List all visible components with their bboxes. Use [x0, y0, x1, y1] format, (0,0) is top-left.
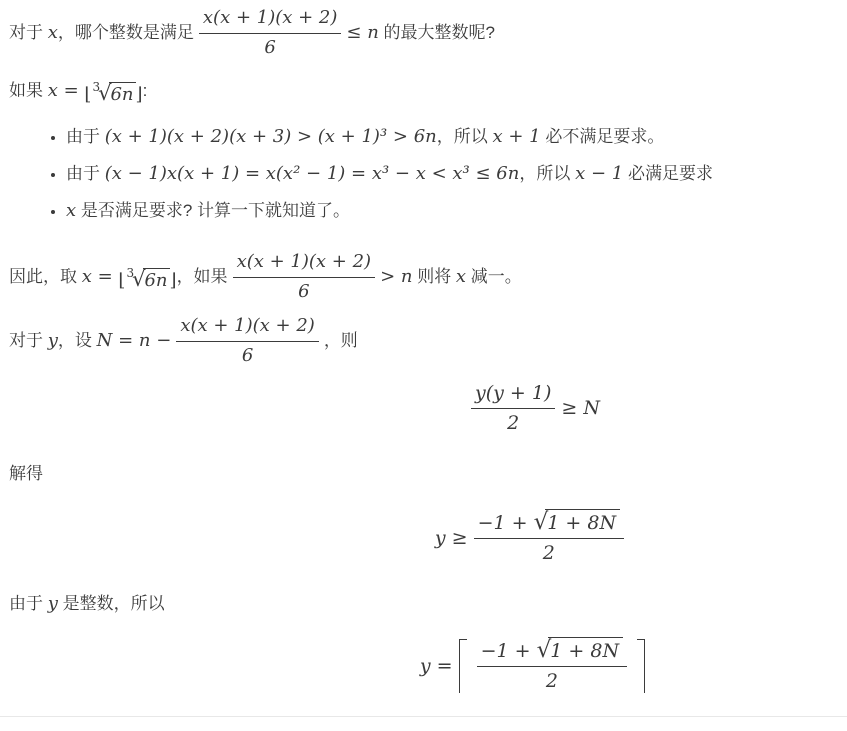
- paragraph-solve: [9, 462, 847, 486]
- math-minus-one-plus: −1 +: [477, 512, 534, 534]
- math-inequality: (x + 1)(x + 2)(x + 3) > (x + 1)³ > 6n: [104, 126, 437, 147]
- math-var-y: y: [47, 330, 58, 351]
- paragraph-define-N: [9, 314, 847, 368]
- math-var-x: x: [455, 266, 467, 287]
- floor-cube-root-6n: [118, 261, 176, 293]
- fraction-denominator: 2: [545, 670, 558, 692]
- floor-left-bracket: ⌊: [84, 84, 92, 105]
- math-x-equals: x =: [47, 80, 85, 101]
- floor-left-bracket: ⌊: [118, 270, 126, 291]
- radicand: 6n: [144, 270, 168, 291]
- radical-sign: √: [98, 81, 112, 105]
- math-x-plus-1: x + 1: [492, 126, 541, 147]
- math-relation-N: ≥ N: [561, 397, 600, 419]
- floor-right-bracket: ⌋: [135, 84, 143, 105]
- paragraph-y-integer: [9, 592, 847, 616]
- display-equation-y-ceiling: [9, 639, 847, 693]
- ceiling-group: [459, 639, 645, 693]
- text: 的最大整数呢?: [378, 23, 495, 42]
- ceiling-left-bracket: [459, 639, 467, 693]
- math-x-minus-1: x − 1: [575, 163, 624, 184]
- paragraph-question-x: [9, 6, 847, 60]
- radicand: 6n: [110, 84, 134, 105]
- text: 是否满足要求? 计算一下就知道了。: [76, 201, 351, 220]
- bullet-1-content: [66, 125, 664, 149]
- text: 对于: [9, 331, 48, 350]
- fraction-numerator: [474, 511, 624, 539]
- paragraph-therefore: [9, 250, 847, 304]
- display-equation-y-geq: [9, 511, 847, 565]
- fraction-x-cubic-over-6: [233, 250, 376, 304]
- math-inequality: (x − 1)x(x + 1) = x(x² − 1) = x³ − x < x³ ≤ 6n: [104, 163, 520, 184]
- text: • 由于: [66, 164, 105, 183]
- text: ，则: [323, 331, 358, 350]
- fraction-denominator: 2: [507, 412, 520, 434]
- math-lhs: y ≥: [434, 527, 468, 549]
- radicand: 1 + 8N: [548, 637, 623, 662]
- ceiling-right-bracket: [637, 639, 645, 693]
- fraction-denominator: 6: [241, 345, 254, 366]
- list-item: [66, 199, 847, 223]
- text: 因此，取: [9, 267, 82, 286]
- fraction-quadratic-solution: [477, 639, 627, 693]
- text: 必不满足要求。: [540, 127, 665, 146]
- text: • 由于: [66, 127, 105, 146]
- fraction-y-over-2: [471, 381, 555, 435]
- radical-sign: √: [533, 509, 549, 535]
- math-x-equals: x =: [81, 266, 119, 287]
- text: 对于: [9, 23, 48, 42]
- floor-right-bracket: ⌋: [169, 270, 177, 291]
- fraction-x-cubic-over-6: [176, 314, 319, 368]
- paragraph-if-x: [9, 75, 847, 107]
- text: 是整数，所以: [57, 594, 165, 613]
- text-colon: :: [142, 81, 148, 100]
- text: 如果: [9, 81, 48, 100]
- bullet-2-content: [66, 162, 713, 186]
- list-item: [66, 162, 847, 186]
- list-item: [66, 125, 847, 149]
- fraction-denominator: 6: [298, 281, 310, 302]
- text: ，如果: [176, 267, 228, 286]
- text: 必满足要求: [623, 164, 713, 183]
- math-var-x: • x: [66, 200, 77, 221]
- text: 减一。: [466, 267, 522, 286]
- text: 由于: [9, 594, 48, 613]
- text: ，所以: [519, 164, 576, 183]
- bullet-list: [9, 125, 847, 223]
- fraction-x-cubic-over-6: [199, 6, 342, 60]
- bottom-divider: [0, 716, 847, 731]
- display-equation-triangular: [9, 381, 847, 435]
- text: ，哪个整数是满足: [57, 23, 194, 42]
- fraction-numerator: x(x + 1)(x + 2): [199, 6, 342, 34]
- floor-cube-root-6n: [84, 75, 142, 107]
- math-relation: ≤ n: [346, 22, 379, 43]
- text: 解得: [9, 464, 43, 483]
- bullet-3-content: [66, 199, 350, 223]
- fraction-denominator: 6: [264, 37, 276, 58]
- math-N-definition: N = n −: [96, 330, 172, 351]
- math-var-y: y: [47, 593, 58, 614]
- math-var-x: x: [47, 22, 58, 43]
- math-minus-one-plus: −1 +: [480, 640, 537, 662]
- fraction-numerator: x(x + 1)(x + 2): [233, 250, 376, 278]
- fraction-quadratic-solution: [474, 511, 624, 565]
- radicand: 1 + 8N: [545, 509, 620, 534]
- radical-sign: √: [132, 267, 146, 291]
- root-index: 3: [92, 80, 101, 94]
- fraction-numerator: [477, 639, 627, 667]
- math-lhs: y =: [419, 655, 459, 677]
- text: ，设: [57, 331, 97, 350]
- math-relation: > n: [380, 266, 413, 287]
- root-index: 3: [126, 266, 135, 280]
- fraction-numerator: x(x + 1)(x + 2): [176, 314, 319, 342]
- text: 则将: [412, 267, 456, 286]
- radical-sign: √: [536, 637, 552, 663]
- fraction-denominator: 2: [542, 542, 555, 564]
- fraction-numerator: y(y + 1): [471, 381, 555, 409]
- text: ，所以: [436, 127, 493, 146]
